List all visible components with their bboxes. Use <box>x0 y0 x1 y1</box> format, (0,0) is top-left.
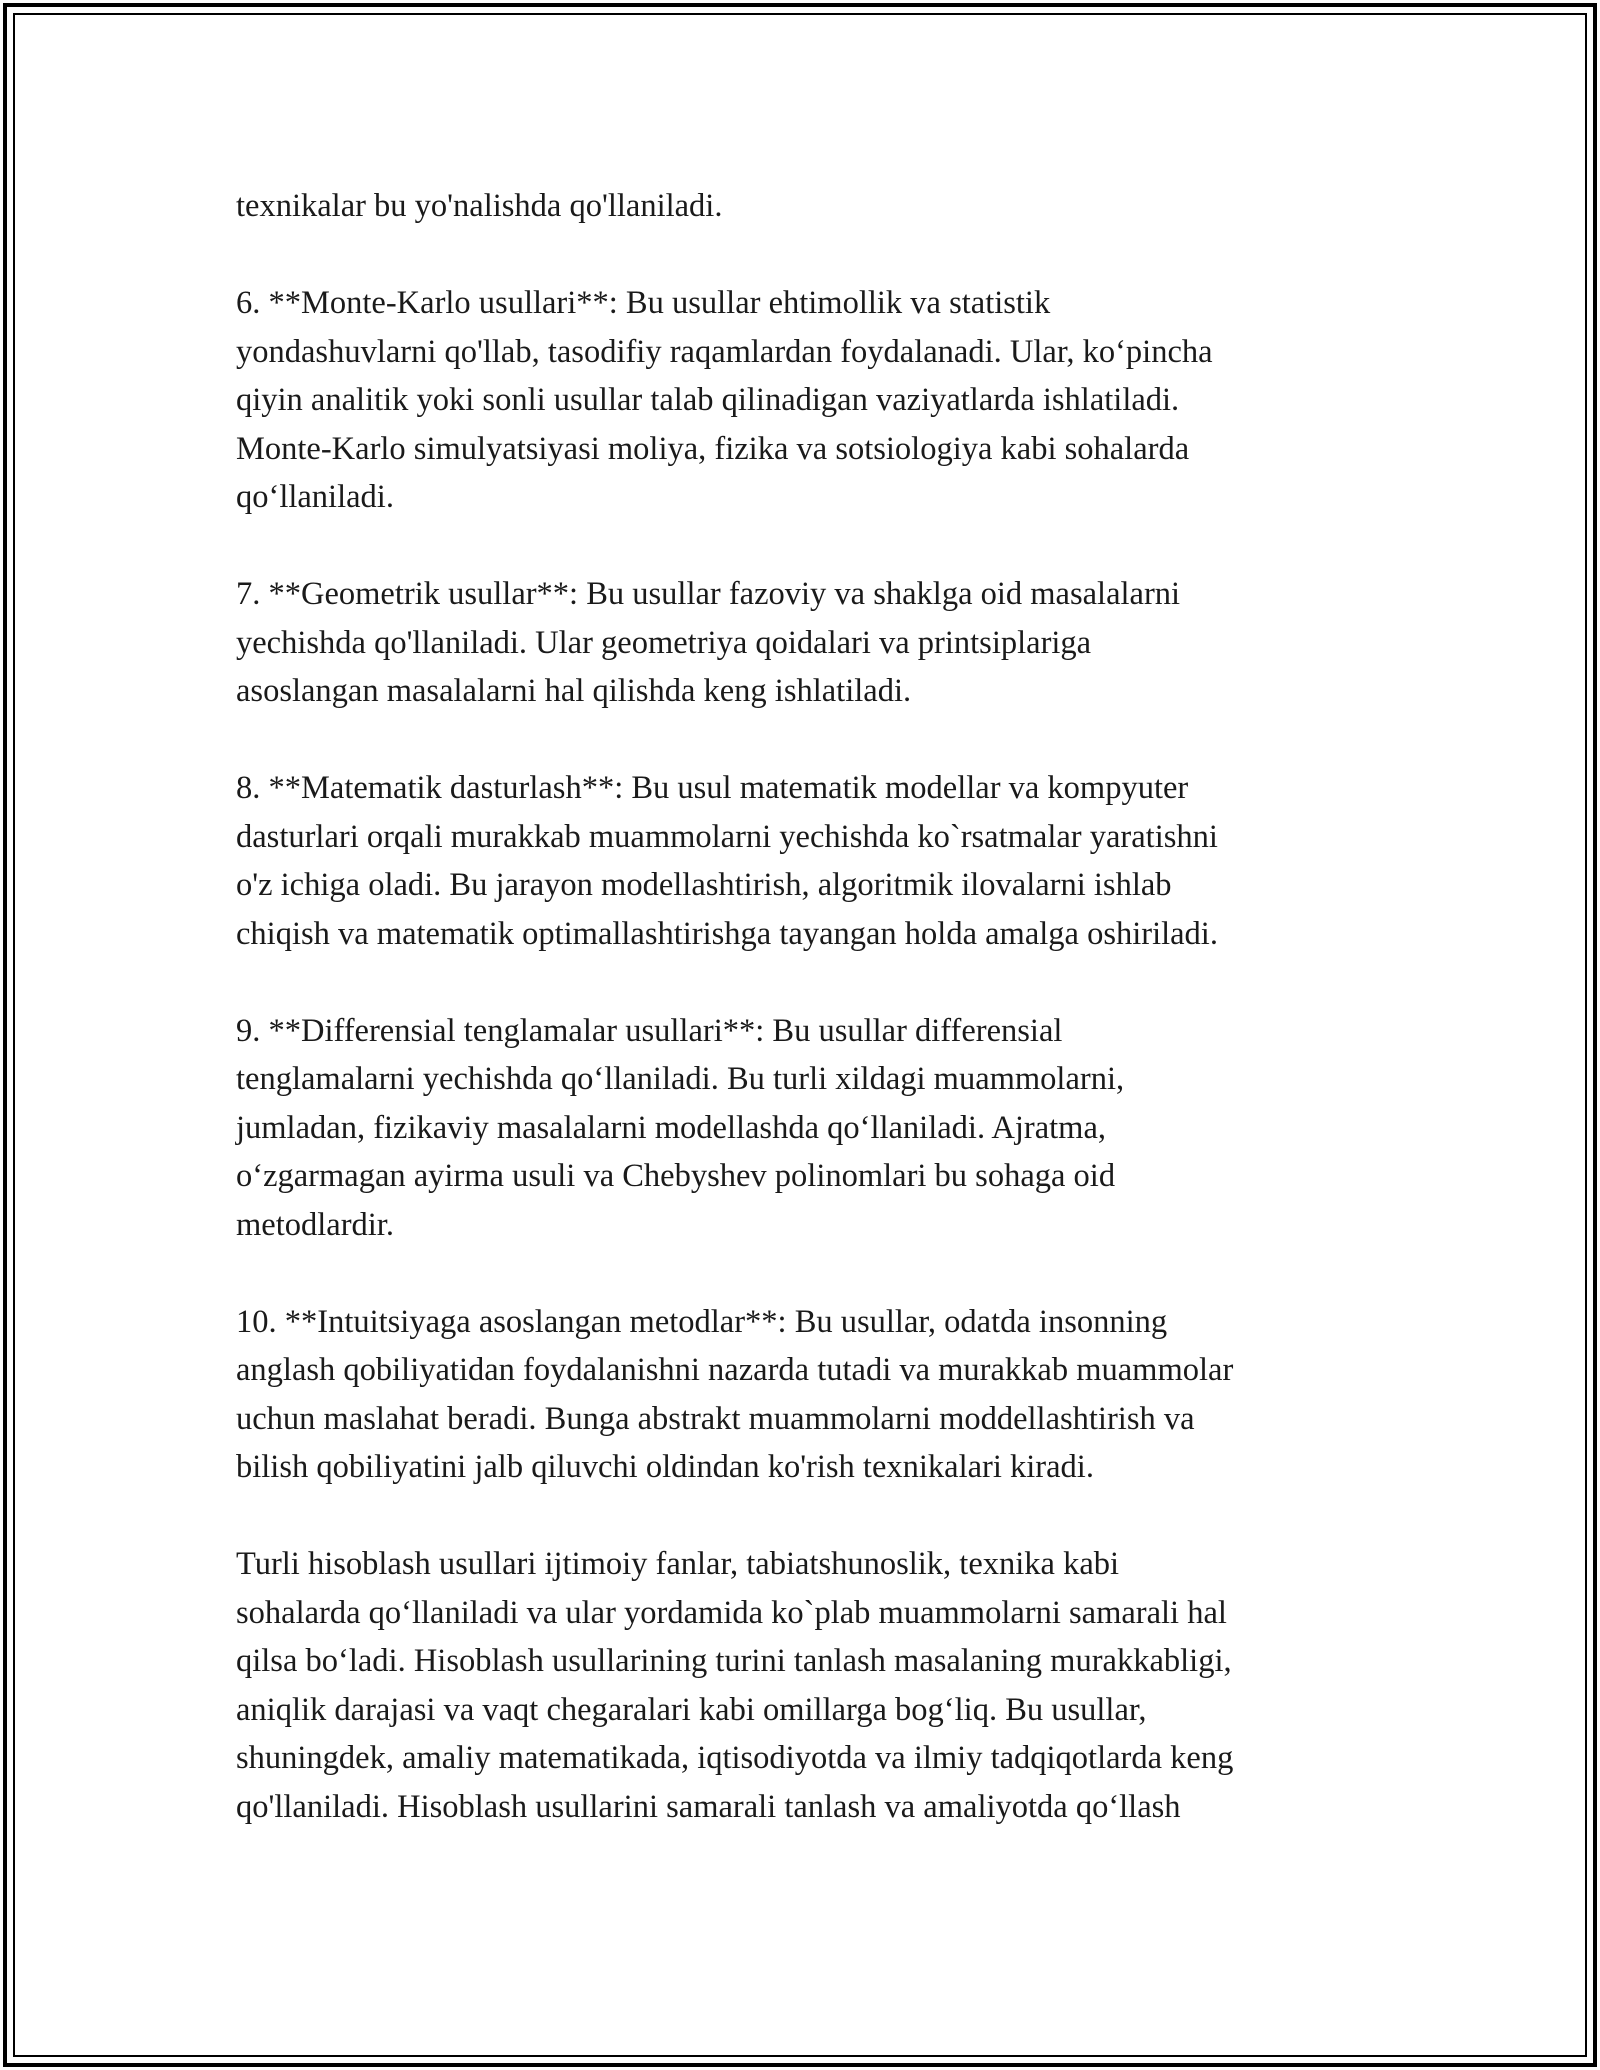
text-line: chiqish va matematik optimallashtirishga tayangan holda amalga oshiriladi. <box>236 915 1218 952</box>
text-line: uchun maslahat beradi. Bunga abstrakt muammolarni moddellashtirish va <box>236 1400 1195 1437</box>
text-line: dasturlari orqali murakkab muammolarni yechishda ko`rsatmalar yaratishni <box>236 818 1218 855</box>
text-line: 9. **Differensial tenglamalar usullari**: Bu usullar differensial <box>236 1012 1063 1049</box>
text-line: jumladan, fizikaviy masalalarni modellashda qo‘llaniladi. Ajratma, <box>236 1109 1107 1146</box>
text-line: yondashuvlarni qo'llab, tasodifiy raqamlardan foydalanadi. Ular, ko‘pincha <box>236 333 1213 370</box>
paragraph-continuation <box>236 182 1376 231</box>
text-line: metodlardir. <box>236 1206 394 1243</box>
text-line: qilsa bo‘ladi. Hisoblash usullarining turini tanlash masalaning murakkabligi, <box>236 1643 1232 1679</box>
paragraph-geometrik <box>236 570 1376 716</box>
text-line: 10. **Intuitsiyaga asoslangan metodlar**: Bu usullar, odatda insonning <box>236 1303 1168 1340</box>
text-line: Turli hisoblash usullari ijtimoiy fanlar, tabiatshunoslik, texnika kabi <box>236 1546 1120 1582</box>
text-line: o'z ichiga oladi. Bu jarayon modellashtirish, algoritmik ilovalarni ishlab <box>236 867 1172 903</box>
text-line: tenglamalarni yechishda qo‘llaniladi. Bu turli xildagi muammolarni, <box>236 1061 1125 1097</box>
text-line: Monte-Karlo simulyatsiyasi moliya, fizika va sotsiologiya kabi sohalarda <box>236 430 1190 467</box>
text-line: qiyin analitik yoki sonli usullar talab qilinadigan vaziyatlarda ishlatiladi. <box>236 382 1180 418</box>
paragraph-intuitsiya <box>236 1298 1376 1492</box>
text-line: asoslangan masalalarni hal qilishda keng ishlatiladi. <box>236 673 912 709</box>
paragraph-differensial <box>236 1007 1376 1250</box>
text-line: 7. **Geometrik usullar**: Bu usullar fazoviy va shaklga oid masalalarni <box>236 576 1181 612</box>
text-line: qo‘llaniladi. <box>236 479 394 515</box>
text-line: 8. **Matematik dasturlash**: Bu usul matematik modellar va kompyuter <box>236 770 1189 806</box>
text-line: sohalarda qo‘llaniladi va ular yordamida ko`plab muammolarni samarali hal <box>236 1594 1227 1631</box>
text-line: 6. **Monte-Karlo usullari**: Bu usullar ehtimollik va statistik <box>236 285 1051 321</box>
text-line: bilish qobiliyatini jalb qiluvchi oldindan ko'rish texnikalari kiradi. <box>236 1449 1094 1485</box>
document-body <box>236 182 1376 1831</box>
paragraph-matematik-dasturlash <box>236 764 1376 958</box>
text-line: qo'llaniladi. Hisoblash usullarini samarali tanlash va amaliyotda qo‘llash <box>236 1788 1181 1825</box>
text-line: aniqlik darajasi va vaqt chegaralari kabi omillarga bog‘liq. Bu usullar, <box>236 1691 1147 1728</box>
text-line: anglash qobiliyatidan foydalanishni nazarda tutadi va murakkab muammolar <box>236 1352 1234 1388</box>
text-line: o‘zgarmagan ayirma usuli va Chebyshev polinomlari bu sohaga oid <box>236 1158 1116 1194</box>
text-line: texnikalar bu yo'nalishda qo'llaniladi. <box>236 188 723 224</box>
text-line: shuningdek, amaliy matematikada, iqtisodiyotda va ilmiy tadqiqotlarda keng <box>236 1740 1234 1776</box>
paragraph-monte-karlo <box>236 279 1376 522</box>
text-line: yechishda qo'llaniladi. Ular geometriya qoidalari va printsiplariga <box>236 624 1092 661</box>
paragraph-conclusion <box>236 1540 1376 1831</box>
